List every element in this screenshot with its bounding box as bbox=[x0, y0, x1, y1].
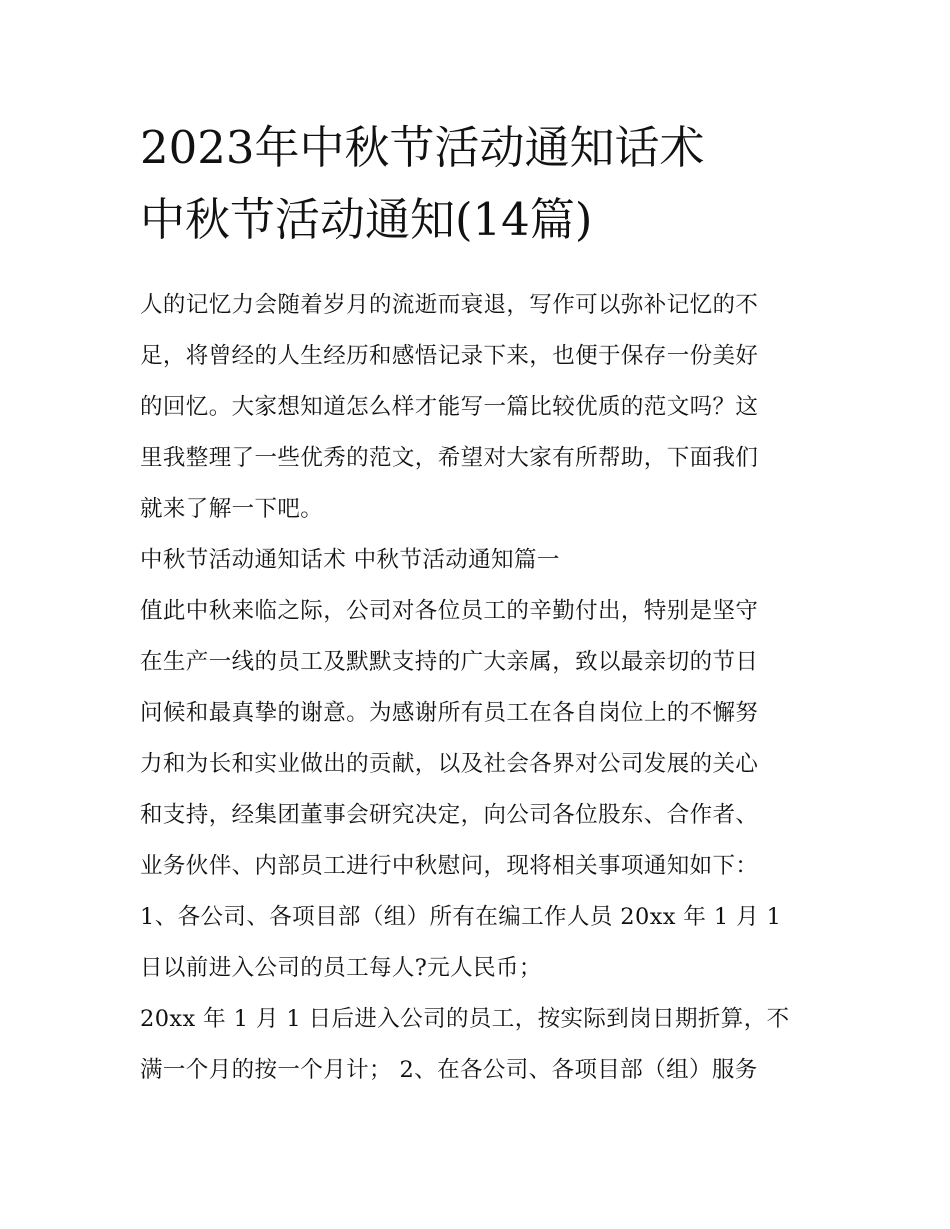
intro-line: 里我整理了一些优秀的范文，希望对大家有所帮助，下面我们 bbox=[140, 445, 759, 471]
title-line-1: 2023年中秋节活动通知话术 bbox=[140, 121, 705, 174]
body-line: 20xx 年 1 月 1 日后进入公司的员工，按实际到岗日期折算，不 bbox=[140, 1006, 790, 1032]
title-line-2: 中秋节活动通知(14篇) bbox=[140, 193, 593, 246]
body-line: 问候和最真挚的谢意。为感谢所有员工在各自岗位上的不懈努 bbox=[140, 700, 759, 726]
body-line: 值此中秋来临之际，公司对各位员工的辛勤付出，特别是坚守 bbox=[140, 598, 759, 624]
intro-line: 足，将曾经的人生经历和感悟记录下来，也便于保存一份美好 bbox=[140, 343, 759, 369]
body-line: 业务伙伴、内部员工进行中秋慰问，现将相关事项通知如下： bbox=[140, 853, 759, 879]
body-line: 在生产一线的员工及默默支持的广大亲属，致以最亲切的节日 bbox=[140, 649, 759, 675]
intro-line: 就来了解一下吧。 bbox=[140, 496, 324, 522]
body-line: 力和为长和实业做出的贡献，以及社会各界对公司发展的关心 bbox=[140, 751, 759, 777]
body-line: 和支持，经集团董事会研究决定，向公司各位股东、合作者、 bbox=[140, 802, 759, 828]
document-body bbox=[140, 280, 820, 1096]
section-heading: 中秋节活动通知话术 中秋节活动通知篇一 bbox=[140, 547, 560, 573]
document-content bbox=[140, 112, 820, 1096]
body-line: 日以前进入公司的员工每人?元人民币； bbox=[140, 955, 542, 981]
body-line: 满一个月的按一个月计； 2、在各公司、各项目部（组）服务 bbox=[140, 1057, 758, 1083]
intro-line: 的回忆。大家想知道怎么样才能写一篇比较优质的范文吗？这 bbox=[140, 394, 759, 420]
body-paragraph bbox=[140, 586, 820, 1096]
intro-line: 人的记忆力会随着岁月的流逝而衰退，写作可以弥补记忆的不 bbox=[140, 292, 759, 318]
body-line: 1、各公司、各项目部（组）所有在编工作人员 20xx 年 1 月 1 bbox=[140, 904, 782, 930]
intro-paragraph bbox=[140, 280, 820, 535]
document-title bbox=[140, 112, 820, 256]
